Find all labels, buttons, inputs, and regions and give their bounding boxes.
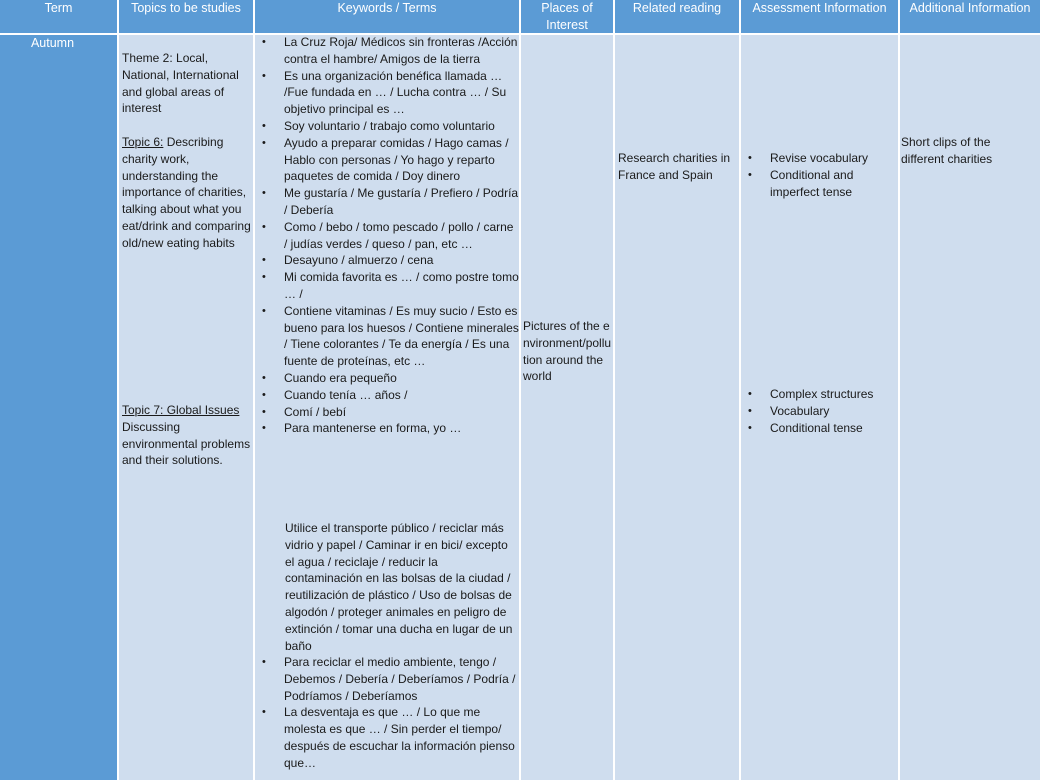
assessment-item	[748, 420, 895, 437]
assessment-cell	[741, 35, 898, 780]
keyword-item-text: Cuando era pequeño	[284, 370, 397, 385]
topic6-text	[122, 134, 252, 252]
keyword-item	[262, 135, 519, 185]
keyword-item	[262, 35, 519, 68]
topic7-description: Discussing environmental problems and their solutions.	[122, 419, 251, 468]
keyword-item-text: Contiene vitaminas / Es muy sucio / Esto es bueno para los huesos / Contiene minerales / Tiene colorantes / Te da energía / Es una fuente de proteínas, etc …	[284, 303, 519, 369]
bullet-icon: •	[748, 388, 752, 400]
assessment-item	[748, 403, 895, 420]
assessment-item	[748, 167, 895, 201]
reading-text: Research charities in France and Spain	[618, 151, 731, 182]
bullet-icon: •	[262, 405, 266, 418]
bullet-icon: •	[748, 168, 752, 181]
header-assessment: Assessment Information	[741, 0, 898, 33]
keyword-item-text: Como / bebo / tomo pescado / pollo / carne / judías verdes / queso / pan, etc …	[284, 219, 514, 251]
bullet-icon: •	[262, 656, 266, 668]
keyword-item	[262, 185, 519, 219]
keyword-item	[262, 420, 519, 437]
topic6-description: Describing charity work, understanding the importance of charities, talking about what you eat/drink and comparing old/new eating habits	[122, 135, 251, 250]
keyword-item	[262, 370, 519, 387]
keyword-item-text: Me gustaría / Me gustaría / Prefiero / Podría / Debería	[284, 186, 519, 217]
keyword-item	[262, 303, 519, 370]
topics-cell	[119, 35, 253, 780]
term-label: Autumn	[30, 36, 75, 50]
topic7-text	[122, 402, 252, 469]
keyword-item-text: Para reciclar el medio ambiente, tengo / Debemos / Debería / Deberíamos / Podría / Podríamos / Deberíamos	[284, 655, 516, 703]
bullet-icon: •	[262, 136, 266, 149]
assessment-list-2	[748, 386, 895, 436]
keyword-item-text: Cuando tenía … años /	[284, 387, 408, 402]
keywords-list-2	[262, 654, 519, 772]
reading-cell	[615, 35, 739, 780]
topic6-title: Topic 6:	[122, 135, 164, 149]
theme-text: Theme 2: Local, National, International and global areas of interest	[122, 51, 239, 116]
assessment-list-1	[748, 150, 895, 200]
keyword-item-text: Desayuno / almuerzo / cena	[284, 253, 434, 268]
keyword-item	[262, 118, 519, 135]
header-reading: Related reading	[615, 0, 739, 33]
keyword-item-text: Soy voluntario / trabajo como voluntario	[284, 118, 495, 133]
bullet-icon: •	[262, 36, 266, 48]
header-term: Term	[0, 0, 117, 33]
places-cell	[521, 35, 613, 780]
bullet-icon: •	[262, 69, 266, 82]
assessment-item-text: Vocabulary	[770, 403, 830, 418]
bullet-icon: •	[262, 271, 266, 284]
bullet-icon: •	[262, 254, 266, 267]
bullet-icon: •	[262, 706, 266, 719]
assessment-item-text: Complex structures	[770, 387, 874, 401]
keyword-item	[262, 654, 519, 704]
bullet-icon: •	[262, 119, 266, 132]
bullet-icon: •	[262, 388, 266, 401]
bullet-icon: •	[262, 187, 266, 200]
assessment-item-text: Conditional tense	[770, 420, 863, 435]
keyword-item	[262, 269, 519, 303]
header-additional: Additional Information	[900, 0, 1040, 33]
bullet-icon: •	[262, 304, 266, 317]
bullet-icon: •	[748, 404, 752, 417]
keywords-cell	[255, 35, 519, 780]
keyword-item-text: Ayudo a preparar comidas / Hago camas / Hablo con personas / Yo hago y reparto paquetes de comida / Doy dinero	[284, 135, 509, 184]
additional-text: Short clips of the different charities	[901, 135, 993, 166]
topic7-title: Topic 7: Global Issues	[122, 403, 240, 417]
bullet-icon: •	[262, 220, 266, 233]
places-text: Pictures of the environment/pollution around the world	[523, 319, 612, 384]
assessment-item	[748, 150, 895, 167]
keyword-item-text: Mi comida favorita es … / como postre tomo … /	[284, 270, 519, 301]
keyword-item	[262, 219, 519, 253]
header-places: Places of Interest	[521, 0, 613, 33]
keyword-item-text: La Cruz Roja/ Médicos sin fronteras /Acción contra el hambre/ Amigos de la tierra	[284, 35, 518, 66]
bullet-icon: •	[748, 152, 752, 164]
keyword-item-text: Comí / bebí	[284, 404, 347, 419]
header-topics: Topics to be studies	[119, 0, 253, 33]
keywords-paragraph: Utilice el transporte público / reciclar más vidrio y papel / Caminar ir en bici/ excepto el agua / reciclaje / reducir la contaminación en las bolsas de la ciudad / reutilización de plástico / Uso de bolsas de algodón / proteger animales en peligro de extinción / tomar una ducha en lugar de un baño	[285, 521, 513, 653]
keyword-item-text: La desventaja es que … / Lo que me molesta es que … / Sin perder el tiempo/ después de escuchar la información pienso que…	[284, 705, 515, 770]
additional-cell	[900, 35, 1040, 780]
assessment-item-text: Conditional and imperfect tense	[770, 167, 854, 199]
keyword-item-text: Para mantenerse en forma, yo …	[284, 421, 462, 436]
header-keywords: Keywords / Terms	[255, 0, 519, 33]
bullet-icon: •	[262, 422, 266, 435]
keyword-item	[262, 404, 519, 421]
bullet-icon: •	[262, 371, 266, 384]
assessment-item-text: Revise vocabulary	[770, 151, 869, 165]
keyword-item-text: Es una organización benéfica llamada … /Fue fundada en … / Lucha contra … / Su objetivo principal es …	[284, 68, 507, 117]
term-cell	[0, 35, 117, 780]
keyword-item	[262, 252, 519, 269]
assessment-item	[748, 386, 895, 403]
bullet-icon: •	[748, 421, 752, 434]
keyword-item	[262, 387, 519, 404]
keywords-list-1	[262, 35, 519, 437]
keyword-item	[262, 68, 519, 118]
keyword-item	[262, 704, 519, 771]
